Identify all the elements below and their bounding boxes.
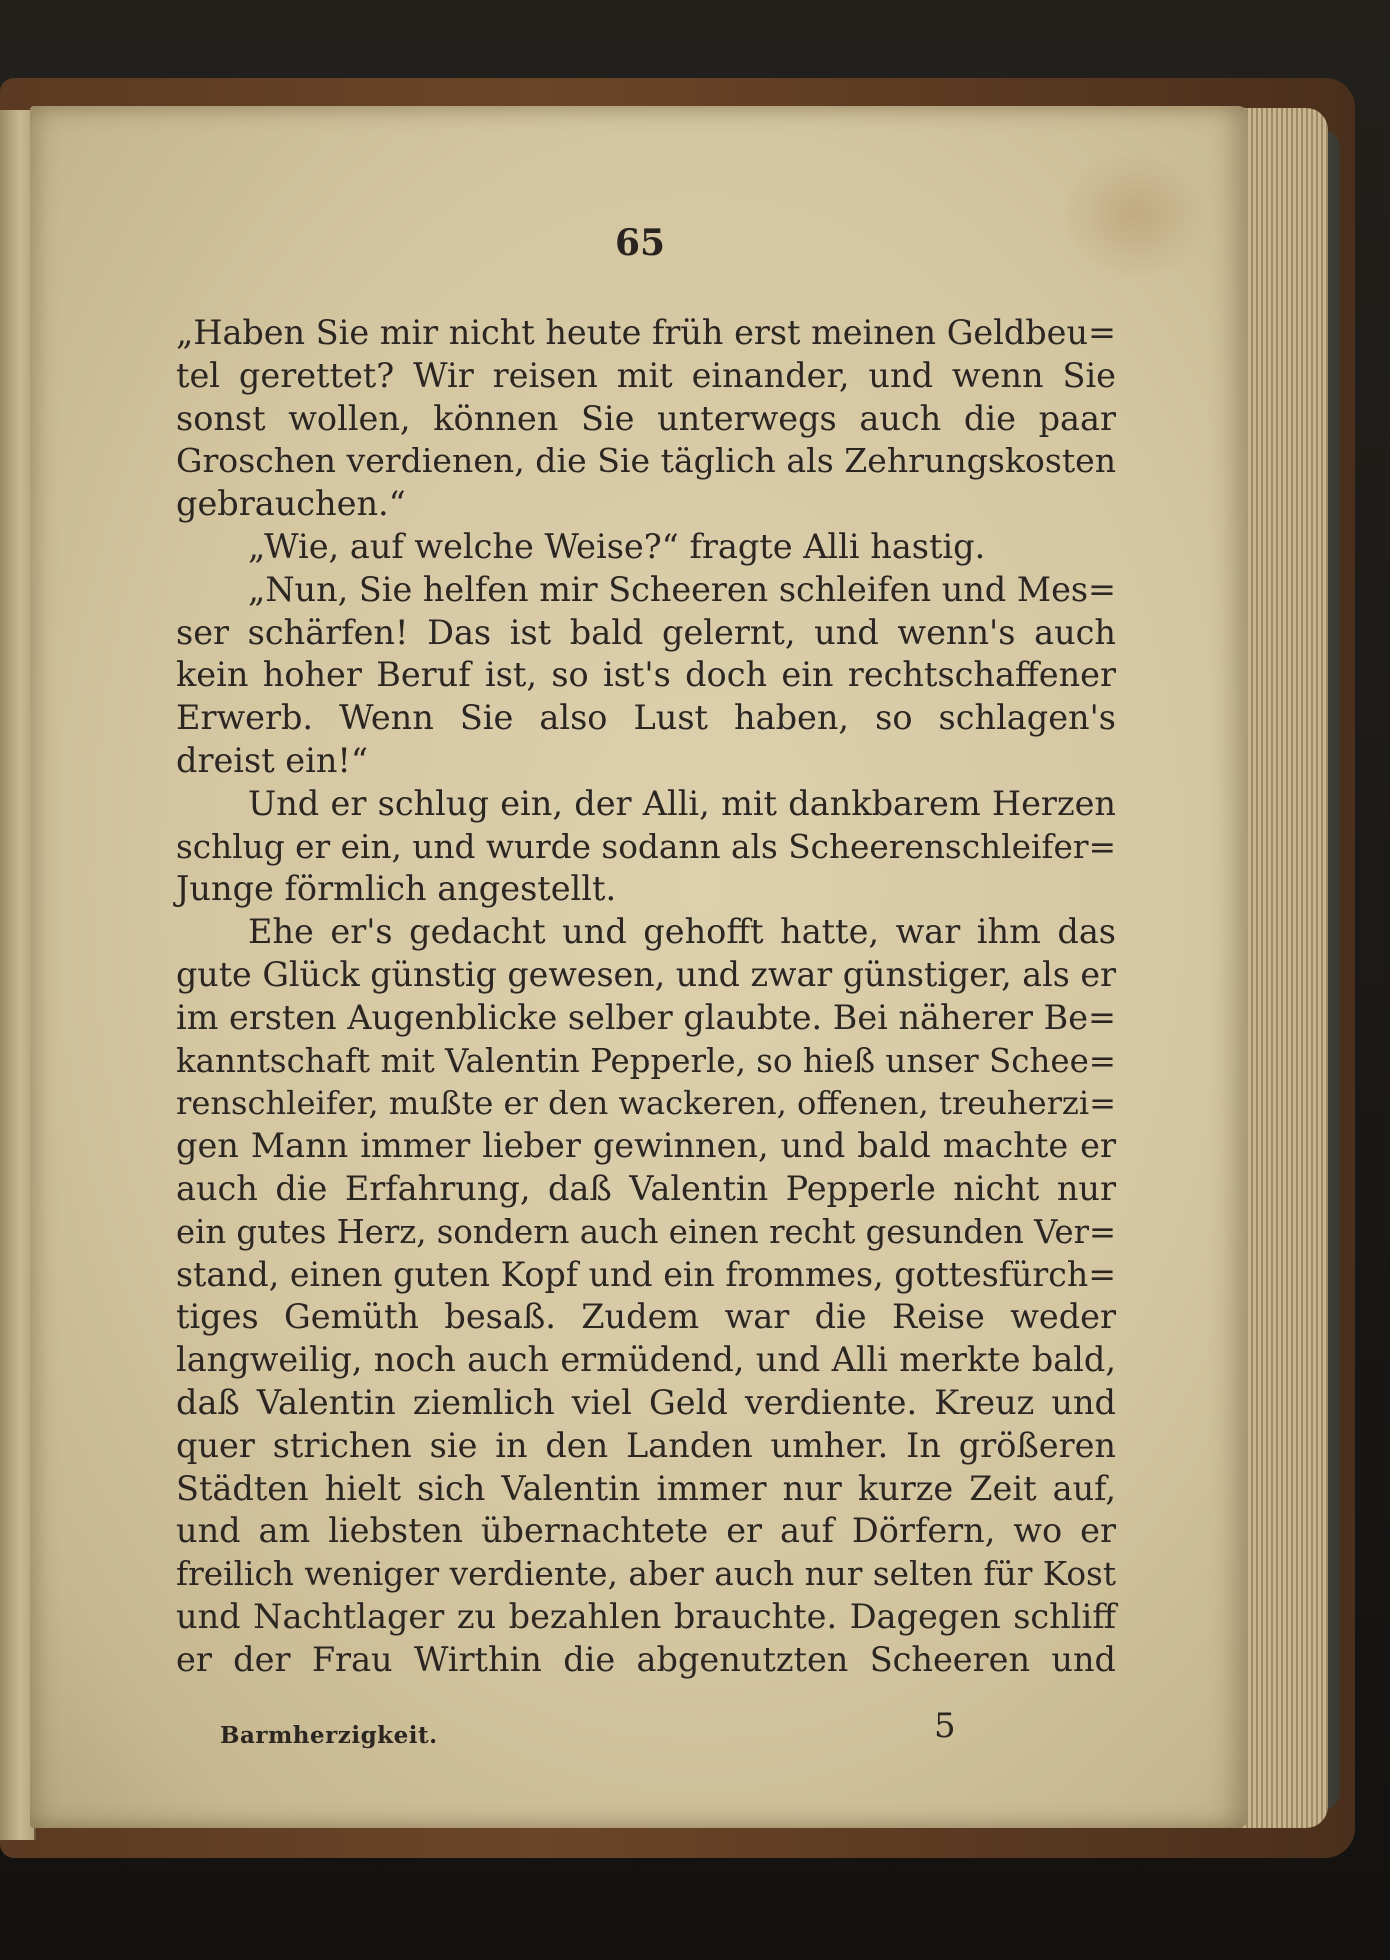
text-line: renschleifer, mußte er den wackeren, offenen, treuherzi= — [176, 1084, 1117, 1123]
text-line: Städten hielt sich Valentin immer nur kurze Zeit auf, — [176, 1468, 1116, 1508]
text-line: gute Glück günstig gewesen, und zwar günstiger, als er — [176, 954, 1116, 994]
paper-stain — [1060, 150, 1210, 280]
text-line: dreist ein!“ — [176, 740, 369, 780]
page-number: 65 — [614, 222, 666, 264]
text-line: im ersten Augenblicke selber glaubte. Bei näherer Be= — [176, 997, 1116, 1037]
text-line: freilich weniger verdiente, aber auch nur selten für Kost — [176, 1555, 1116, 1594]
text-line: auch die Erfahrung, daß Valentin Pepperle nicht nur — [176, 1168, 1116, 1208]
footer-signature: Barmherzigkeit. — [220, 1722, 438, 1749]
text-line: ein gutes Herz, sondern auch einen recht gesunden Ver= — [176, 1212, 1117, 1251]
text-line: gen Mann immer lieber gewinnen, und bald machte er — [176, 1126, 1116, 1166]
text-line: „Wie, auf welche Weise?“ fragte Alli hastig. — [248, 526, 986, 566]
text-line: „Haben Sie mir nicht heute früh erst meinen Geldbeu= — [176, 313, 1116, 352]
text-line: langweilig, noch auch ermüdend, und Alli merkte bald, — [176, 1340, 1116, 1380]
text-line: Groschen verdienen, die Sie täglich als Zehrungskosten — [176, 441, 1117, 481]
text-line: quer strichen sie in den Landen umher. In größeren — [176, 1425, 1116, 1465]
text-line: „Nun, Sie helfen mir Scheeren schleifen und Mes= — [248, 569, 1116, 609]
text-line: Und er schlug ein, der Alli, mit dankbarem Herzen — [248, 783, 1116, 823]
text-line: Erwerb. Wenn Sie also Lust haben, so schlagen's — [176, 698, 1116, 738]
text-line: tiges Gemüth besaß. Zudem war die Reise weder — [176, 1297, 1116, 1337]
body-text — [176, 312, 1116, 1682]
text-line: gebrauchen.“ — [176, 484, 406, 524]
text-line: und am liebsten übernachtete er auf Dörfern, wo er — [176, 1511, 1116, 1551]
text-line: schlug er ein, und wurde sodann als Scheerenschleifer= — [176, 827, 1116, 866]
text-line: kein hoher Beruf ist, so ist's doch ein rechtschaffener — [176, 655, 1116, 695]
text-line: daß Valentin ziemlich viel Geld verdiente. Kreuz und — [176, 1382, 1116, 1422]
text-line: tel gerettet? Wir reisen mit einander, und wenn Sie — [176, 355, 1116, 395]
text-line: Junge förmlich angestellt. — [176, 869, 617, 909]
text-line: Ehe er's gedacht und gehofft hatte, war ihm das — [248, 912, 1116, 952]
text-line: und Nachtlager zu bezahlen brauchte. Dagegen schliff — [176, 1596, 1116, 1636]
text-line: er der Frau Wirthin die abgenutzten Scheeren und — [176, 1639, 1116, 1679]
text-line: kanntschaft mit Valentin Pepperle, so hieß unser Schee= — [176, 1041, 1116, 1080]
text-line: sonst wollen, können Sie unterwegs auch die paar — [176, 398, 1116, 438]
text-line: ser schärfen! Das ist bald gelernt, und wenn's auch — [176, 612, 1116, 652]
footer-sheet-number: 5 — [934, 1706, 956, 1746]
text-line: stand, einen guten Kopf und ein frommes, gottesfürch= — [176, 1254, 1116, 1294]
